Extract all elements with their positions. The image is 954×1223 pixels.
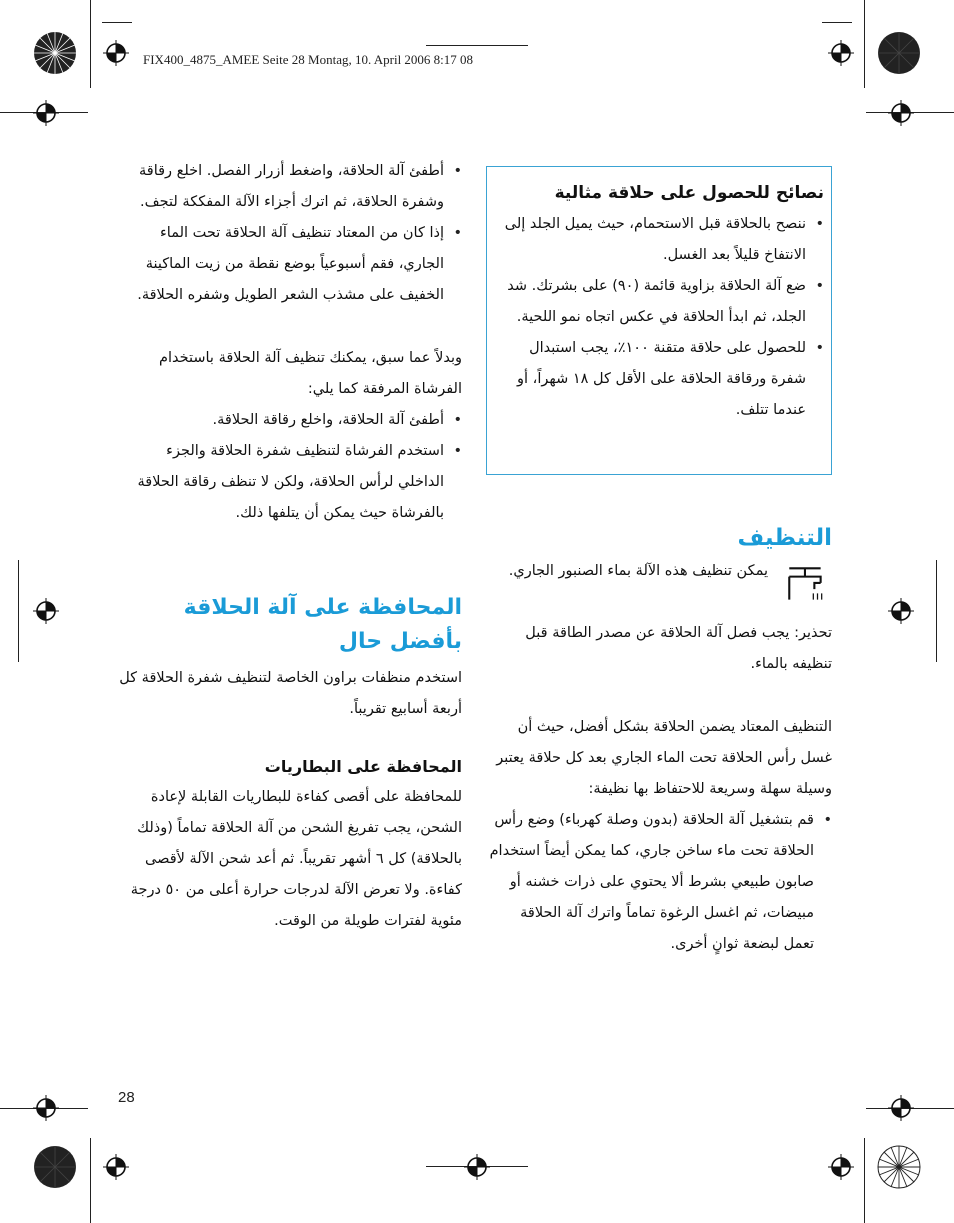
crop-mark <box>864 0 865 88</box>
battery-text: للمحافظة على أقصى كفاءة للبطاريات القابلة لإعادة الشحن، يجب تفريغ الشحن من آلة الحلاقة تماماً (وذلك بالحلاقة) كل ٦ أشهر تقريباً. ثم أعد شحن الآلة لأقصى كفاءة. ولا تعرض الآلة لدرجات حرارة أعلى من ٥٠ درجة مئوية لفترات طويلة من الوقت. <box>130 789 462 929</box>
water-tap-icon <box>784 562 828 608</box>
crop-mark <box>102 22 132 23</box>
registration-mark-icon <box>888 100 914 126</box>
print-header: FIX400_4875_AMEE Seite 28 Montag, 10. April 2006 8:17 08 <box>143 52 474 67</box>
list-item: • إذا كان من المعتاد تنظيف آلة الحلاقة تحت الماء الجاري، فقم أسبوعياً بوضع نقطة من زيت الماكينة الخفيف على مشذب الشعر الطويل وشفره الحلاقة. <box>118 218 462 311</box>
tips-list <box>500 209 824 426</box>
tips-heading: نصائح للحصول على حلاقة مثالية <box>554 183 824 203</box>
cleaning-section <box>488 520 832 960</box>
cleaning-intro: يمكن تنظيف هذه الآلة بماء الصنبور الجاري. <box>508 563 768 579</box>
cleaning-intro-row <box>488 556 832 618</box>
maintenance-heading: المحافظة على آلة الحلاقة بأفضل حال <box>183 595 462 654</box>
page-number: 28 <box>118 1089 135 1106</box>
list-item: • أطفئ آلة الحلاقة، واضغط أزرار الفصل. اخلع رقاقة وشفرة الحلاقة، ثم اترك أجزاء الآلة المفككة لتجف. <box>118 156 462 218</box>
list-item: • استخدم الفرشاة لتنظيف شفرة الحلاقة والجزء الداخلي لرأس الحلاقة، ولكن لا تنظف رقاقة الحلاقة بالفرشاة حيث يمكن أن يتلفها ذلك. <box>118 436 462 529</box>
starburst-mark-icon <box>877 1145 921 1189</box>
left-column <box>118 156 462 937</box>
crop-mark <box>864 1138 865 1223</box>
registration-mark-icon <box>33 598 59 624</box>
registration-mark-icon <box>464 1154 490 1180</box>
registration-mark-icon <box>103 1154 129 1180</box>
registration-mark-icon <box>33 100 59 126</box>
dismantle-list <box>118 156 462 311</box>
registration-mark-icon <box>828 1154 854 1180</box>
registration-mark-icon <box>103 40 129 66</box>
list-item: • ننصح بالحلاقة قبل الاستحمام، حيث يميل الجلد إلى الانتفاخ قليلاً بعد الغسل. <box>500 209 824 271</box>
starburst-mark-icon <box>877 31 921 75</box>
tips-content <box>500 178 824 426</box>
registration-mark-icon <box>33 1095 59 1121</box>
warning-text: تحذير: يجب فصل آلة الحلاقة عن مصدر الطاقة قبل تنظيفه بالماء. <box>525 625 832 672</box>
maintenance-text: استخدم منظفات براون الخاصة لتنظيف شفرة الحلاقة كل أربعة أسابيع تقريباً. <box>119 670 462 717</box>
registration-mark-icon <box>888 1095 914 1121</box>
list-item: • للحصول على حلاقة متقنة ١٠٠٪، يجب استبدال شفرة ورقاقة الحلاقة على الأقل كل ١٨ شهراً، أو عندما تتلف. <box>500 333 824 426</box>
regular-cleaning-text: التنظيف المعتاد يضمن الحلاقة بشكل أفضل، حيث أن غسل رأس الحلاقة تحت الماء الجاري بعد كل حلاقة يعتبر وسيلة سهلة وسريعة للاحتفاظ بها نظيفة: <box>496 719 832 797</box>
brush-list <box>118 405 462 529</box>
crop-mark <box>90 1138 91 1223</box>
list-item: • ضع آلة الحلاقة بزاوية قائمة (٩٠) على بشرتك. شد الجلد، ثم ابدأ الحلاقة في عكس اتجاه نمو اللحية. <box>500 271 824 333</box>
crop-mark <box>936 560 937 662</box>
starburst-mark-icon <box>33 31 77 75</box>
battery-heading: المحافظة على البطاريات <box>264 757 462 776</box>
list-item: • أطفئ آلة الحلاقة، واخلع رقاقة الحلاقة. <box>118 405 462 436</box>
crop-mark <box>90 0 91 88</box>
list-item: • قم بتشغيل آلة الحلاقة (بدون وصلة كهرباء) وضع رأس الحلاقة تحت ماء ساخن جاري، كما يمكن أيضاً استخدام صابون طبيعي بشرط ألا يحتوي على ذرات خشنه أو مبيضات، ثم اغسل الرغوة تماماً واترك آلة الحلاقة تعمل لبضعة ثوانٍ أخرى. <box>488 805 832 960</box>
alt-paragraph: وبدلاً عما سبق، يمكنك تنظيف آلة الحلاقة باستخدام الفرشاة المرفقة كما يلي: <box>159 350 462 397</box>
crop-mark <box>822 22 852 23</box>
cleaning-list <box>488 805 832 960</box>
registration-mark-icon <box>888 598 914 624</box>
starburst-mark-icon <box>33 1145 77 1189</box>
crop-mark <box>18 560 19 662</box>
cleaning-heading: التنظيف <box>737 525 832 551</box>
crop-mark <box>426 45 528 46</box>
registration-mark-icon <box>828 40 854 66</box>
